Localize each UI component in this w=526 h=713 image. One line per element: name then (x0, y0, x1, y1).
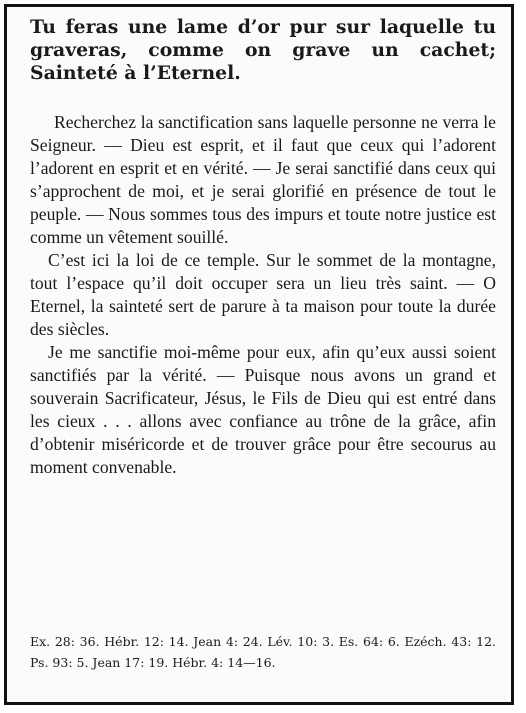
scripture-references: Ex. 28: 36. Hébr. 12: 14. Jean 4: 24. Lév. 10: 3. Es. 64: 6. Ezéch. 43: 12. Ps. 93: 5. Jean 17: 19. Hébr. 4: 14—16. (30, 634, 496, 670)
paragraph-1: Recherchez la sanctification sans laquelle personne ne verra le Seigneur. — Dieu est esprit, et il faut que ceux qui l’adorent l’adorent en esprit et en vérité. — Je serai sanctifié dans ceux qui s’approchent de moi, et je serai glorifié en présence de tout le peuple. — Nous sommes tous des impurs et toute notre justice est comme un vêtement souillé. (30, 112, 496, 247)
devotional-page (30, 16, 496, 479)
paragraph-2: C’est ici la loi de ce temple. Sur le sommet de la montagne, tout l’espace qu’il doit occuper sera un lieu très saint. — O Eternel, la sainteté sert de parure à ta maison pour toute la durée des siècles. (30, 250, 496, 339)
paragraph-3: Je me sanctifie moi-même pour eux, afin qu’eux aussi soient sanctifiés par la vérité. — Puisque nous avons un grand et souverain Sacrificateur, Jésus, le Fils de Dieu qui est entré dans les cieux . . . allons avec confiance au trône de la grâce, afin d’obtenir miséricorde et de trouver grâce pour être secourus au moment convenable. (30, 342, 496, 477)
verse-heading: Tu feras une lame d’or pur sur laquelle tu graveras, comme on grave un cachet; Sainteté à l’Eternel. (30, 16, 496, 84)
